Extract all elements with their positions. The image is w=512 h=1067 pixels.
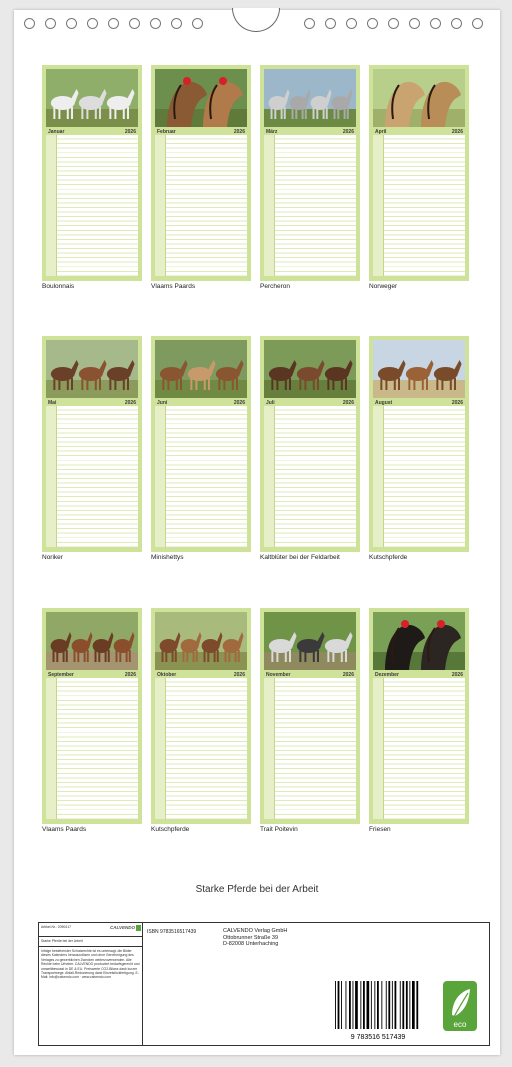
month-caption: Kutschpferde	[151, 826, 190, 833]
month-panel	[260, 608, 360, 824]
month-year: 2026	[124, 671, 136, 678]
month-photo	[373, 69, 465, 127]
month-caption: Percheron	[260, 283, 290, 290]
day-grid	[46, 678, 138, 819]
month-caption: Boulonnais	[42, 283, 75, 290]
barcode-bar	[400, 981, 401, 1029]
binding-ring	[388, 18, 399, 29]
day-grid	[264, 406, 356, 547]
day-grid	[46, 135, 138, 276]
month-caption: Vlaams Paards	[42, 826, 87, 833]
binding-ring	[409, 18, 420, 29]
month-header	[155, 671, 247, 678]
month-header	[264, 128, 356, 135]
month-header	[46, 671, 138, 678]
month-caption: Trait Poitevin	[260, 826, 298, 833]
day-grid	[264, 135, 356, 276]
month-year: 2026	[233, 128, 245, 135]
month-header	[264, 671, 356, 678]
binding-ring	[451, 18, 462, 29]
day-grid	[373, 678, 465, 819]
eco-label: eco	[453, 1020, 467, 1029]
day-grid	[373, 406, 465, 547]
day-grid	[155, 406, 247, 547]
month-panel	[42, 336, 142, 552]
binding-ring	[171, 18, 182, 29]
barcode-bar	[392, 981, 393, 1029]
month-photo	[46, 340, 138, 398]
calvendo-logo-mark-icon	[136, 925, 141, 931]
binding-ring	[66, 18, 77, 29]
calendar-page	[14, 10, 500, 1055]
legal-text: Infolge bestehender Schutzrechte ist es untersagt, die Bilder dieses Kalenders herauszulösen und ohne Genehmigung des Verlages zu gewerblichen Zwecken weiterzuverwenden. Alle Rechte beim Urheber. CALVENDO produziert bedarfsgerecht und umweltbewusst in DE & EU. Preiswerte CO2-Bilanz dank kurzer Transportwege. Abfall-Reduzierung dank Einzelstückfertigung. E-Mail: info@calvendo.com · www.calvendo.com	[41, 949, 140, 980]
binding-ring	[87, 18, 98, 29]
month-panel	[369, 65, 469, 281]
month-caption: Norweger	[369, 283, 398, 290]
barcode-bar	[335, 981, 336, 1029]
month-name: Februar	[157, 128, 176, 135]
barcode-bar	[388, 981, 390, 1029]
month-name: Mai	[48, 399, 57, 406]
month-panel	[260, 336, 360, 552]
horse-photo	[373, 612, 465, 670]
month-header	[264, 399, 356, 406]
product-title: Starke Pferde bei der Arbeit	[41, 939, 83, 943]
month-caption: Kutschpferde	[369, 554, 408, 561]
month-year: 2026	[342, 399, 354, 406]
barcode-bar	[349, 981, 351, 1029]
day-grid	[373, 135, 465, 276]
month-panel	[369, 336, 469, 552]
month-panel	[151, 336, 251, 552]
barcode-bar	[406, 981, 408, 1029]
horse-photo	[264, 340, 356, 398]
binding-ring	[108, 18, 119, 29]
month-year: 2026	[451, 671, 463, 678]
month-name: September	[48, 671, 74, 678]
month-name: Dezember	[375, 671, 399, 678]
horse-photo	[46, 612, 138, 670]
article-cell	[39, 923, 143, 937]
eco-badge-icon	[443, 981, 477, 1031]
month-header	[155, 399, 247, 406]
barcode-bar	[363, 981, 365, 1029]
binding-ring	[45, 18, 56, 29]
binding-ring	[325, 18, 336, 29]
barcode-bar	[355, 981, 358, 1029]
day-grid	[155, 135, 247, 276]
month-year: 2026	[124, 399, 136, 406]
month-header	[373, 399, 465, 406]
month-panel	[151, 608, 251, 824]
horse-photo	[155, 69, 247, 127]
isbn-number: ISBN 9783516517439	[147, 929, 197, 935]
product-title-cell	[39, 937, 143, 947]
month-panel	[42, 65, 142, 281]
month-name: November	[266, 671, 291, 678]
month-year: 2026	[451, 399, 463, 406]
info-left-column	[39, 923, 143, 1045]
month-photo	[155, 612, 247, 670]
month-year: 2026	[342, 671, 354, 678]
month-year: 2026	[451, 128, 463, 135]
month-name: Juli	[266, 399, 275, 406]
barcode-bar	[416, 981, 418, 1029]
month-header	[373, 671, 465, 678]
month-name: Januar	[48, 128, 65, 135]
publisher-line: Ottobrunner Straße 39	[223, 934, 279, 941]
day-grid	[46, 406, 138, 547]
month-name: April	[375, 128, 387, 135]
month-year: 2026	[342, 128, 354, 135]
barcode-bar	[360, 981, 361, 1029]
barcode-bar	[386, 981, 387, 1029]
month-caption: Kaltblüter bei der Feldarbeit	[260, 554, 340, 561]
month-year: 2026	[233, 671, 245, 678]
month-caption: Minishettys	[151, 554, 184, 561]
month-panel	[369, 608, 469, 824]
binding-ring	[367, 18, 378, 29]
month-header	[155, 128, 247, 135]
month-photo	[264, 612, 356, 670]
barcode-bar	[374, 981, 375, 1029]
barcode-bar	[409, 981, 410, 1029]
barcode-bar	[412, 981, 415, 1029]
binding-ring	[192, 18, 203, 29]
month-photo	[264, 69, 356, 127]
publisher-line: D-82008 Unterhaching	[223, 941, 279, 947]
month-caption: Vlaams Paards	[151, 283, 196, 290]
month-header	[373, 128, 465, 135]
month-photo	[155, 340, 247, 398]
month-name: August	[375, 399, 393, 406]
binding-ring	[346, 18, 357, 29]
calvendo-logo: CALVENDO	[109, 925, 135, 930]
barcode-bar	[338, 981, 340, 1029]
month-name: Juni	[157, 399, 168, 406]
horse-photo	[264, 612, 356, 670]
horse-photo	[46, 340, 138, 398]
binding-ring	[430, 18, 441, 29]
barcode-bar	[395, 981, 397, 1029]
barcode-bar	[402, 981, 404, 1029]
horse-photo	[264, 69, 356, 127]
horse-photo	[373, 340, 465, 398]
barcode-bar	[367, 981, 370, 1029]
horse-photo	[46, 69, 138, 127]
month-header	[46, 399, 138, 406]
barcode-bar	[371, 981, 372, 1029]
horse-photo	[155, 340, 247, 398]
month-panel	[151, 65, 251, 281]
binding-ring	[472, 18, 483, 29]
month-name: Oktober	[157, 671, 177, 678]
day-grid	[264, 678, 356, 819]
info-box	[38, 922, 490, 1046]
month-caption: Noriker	[42, 554, 63, 561]
month-caption: Friesen	[369, 826, 391, 833]
publisher-line: CALVENDO Verlag GmbH	[223, 928, 288, 934]
barcode-bar	[353, 981, 354, 1029]
month-photo	[155, 69, 247, 127]
barcode-bar	[341, 981, 342, 1029]
month-panel	[260, 65, 360, 281]
calendar-title: Starke Pferde bei der Arbeit	[195, 884, 319, 895]
horse-photo	[155, 612, 247, 670]
month-name: März	[266, 128, 278, 135]
barcode-bar	[346, 981, 347, 1029]
month-photo	[46, 612, 138, 670]
article-number: Artikel-Nr.: 2090417	[41, 925, 71, 929]
barcode-bar	[381, 981, 382, 1029]
month-photo	[373, 612, 465, 670]
month-photo	[373, 340, 465, 398]
month-year: 2026	[124, 128, 136, 135]
barcode-number: 9 783516 517439	[350, 1034, 406, 1041]
publisher-address	[223, 928, 287, 948]
barcode	[331, 979, 425, 1041]
month-year: 2026	[233, 399, 245, 406]
day-grid	[155, 678, 247, 819]
month-header	[46, 128, 138, 135]
binding-ring	[304, 18, 315, 29]
horse-photo	[373, 69, 465, 127]
month-photo	[46, 69, 138, 127]
month-panel	[42, 608, 142, 824]
barcode-bar	[377, 981, 379, 1029]
binding-ring	[24, 18, 35, 29]
binding-ring	[150, 18, 161, 29]
binding-ring	[129, 18, 140, 29]
month-photo	[264, 340, 356, 398]
